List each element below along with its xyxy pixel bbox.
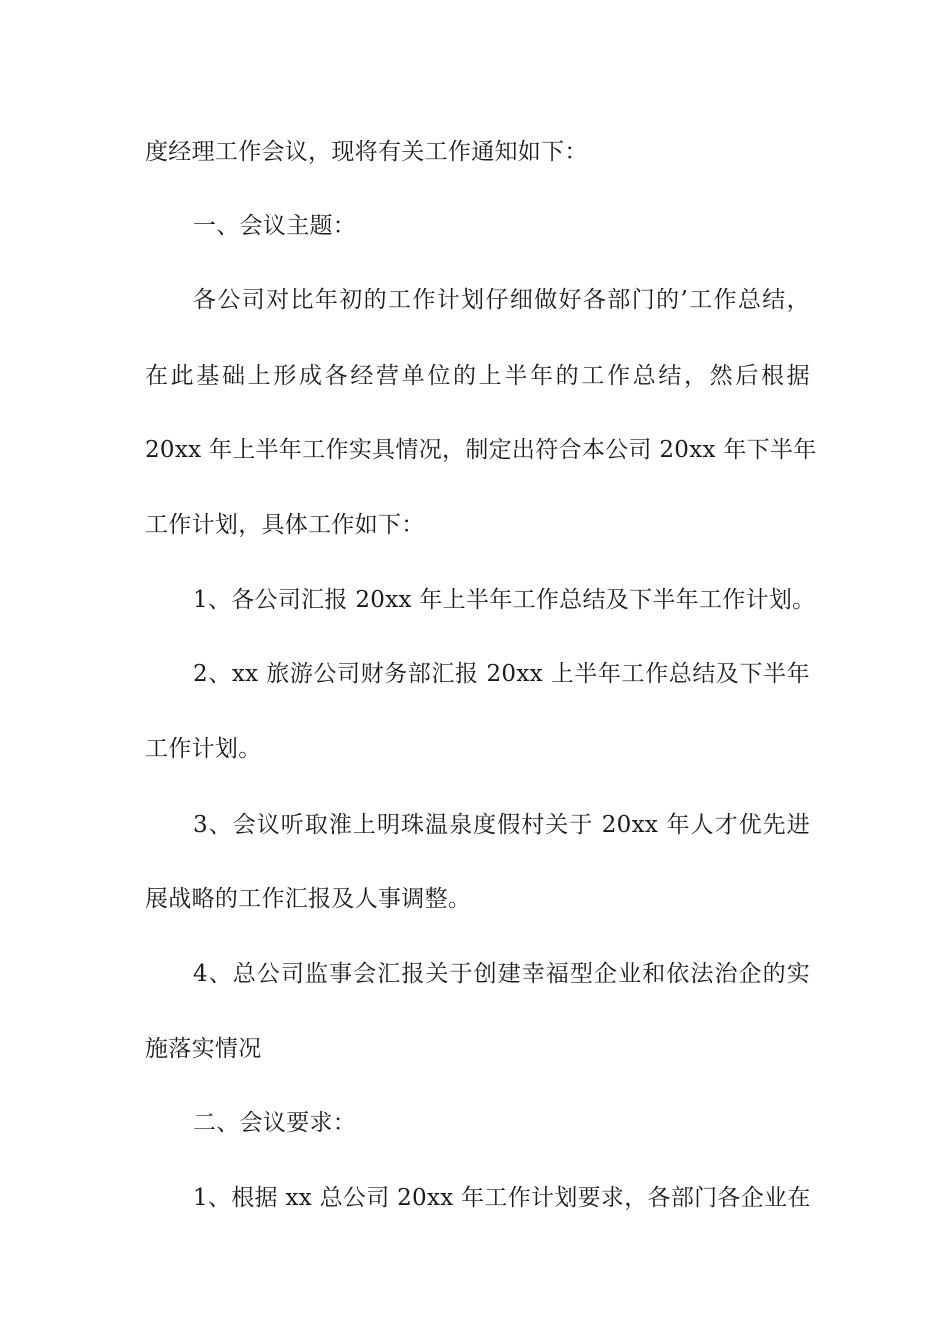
list-item-4-cont: 施落实情况 <box>145 1036 262 1062</box>
list-item-4: 4、总公司监事会汇报关于创建幸福型企业和依法治企的实 <box>193 961 810 987</box>
requirement-item-1: 1、根据 xx 总公司 20xx 年工作计划要求，各部门各企业在 <box>193 1185 811 1211</box>
text-line-3: 各公司对比年初的工作计划仔细做好各部门的’工作总结， <box>193 287 810 313</box>
text-line-6: 工作计划，具体工作如下： <box>145 512 425 538</box>
list-item-3-cont: 展战略的工作汇报及人事调整。 <box>145 886 472 912</box>
section-heading-requirements: 二、会议要求： <box>193 1110 357 1136</box>
list-item-2: 2、xx 旅游公司财务部汇报 20xx 上半年工作总结及下半年 <box>193 661 810 687</box>
section-heading-topic: 一、会议主题： <box>193 213 357 239</box>
list-item-2-cont: 工作计划。 <box>145 736 262 762</box>
text-line-4: 在此基础上形成各经营单位的上半年的工作总结，然后根据 <box>145 363 810 389</box>
list-item-1: 1、各公司汇报 20xx 年上半年工作总结及下半年工作计划。 <box>193 587 816 613</box>
list-item-3: 3、会议听取淮上明珠温泉度假村关于 20xx 年人才优先进 <box>193 812 810 838</box>
text-line-5: 20xx 年上半年工作实具情况，制定出符合本公司 20xx 年下半年 <box>145 437 817 463</box>
text-line-1: 度经理工作会议，现将有关工作通知如下： <box>145 139 588 165</box>
